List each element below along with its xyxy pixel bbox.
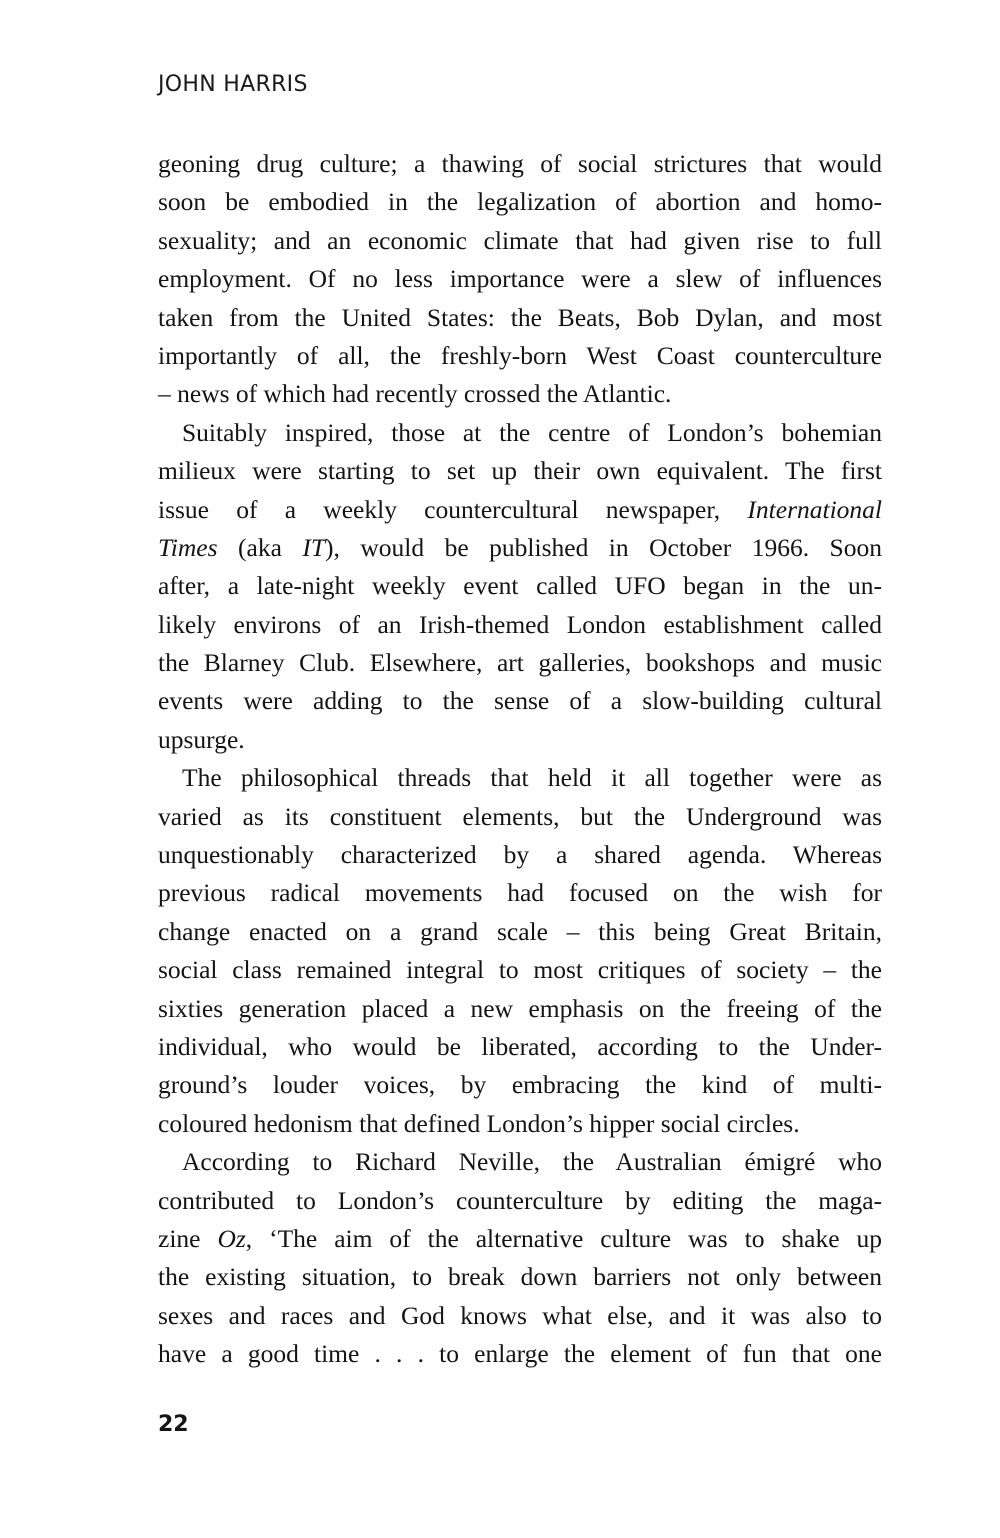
running-head: JOHN HARRIS [158, 72, 308, 97]
text-line: Suitably inspired, those at the centre of London’s bohemian [182, 417, 882, 447]
text-line: upsurge. [158, 724, 245, 754]
page-number: 22 [158, 1412, 189, 1437]
text-line: ground’s louder voices, by embracing the kind of multi- [158, 1070, 882, 1100]
text-line: zine Oz, ‘The aim of the alternative culture was to shake up [158, 1223, 882, 1253]
text-line: social class remained integral to most critiques of society – the [158, 955, 882, 985]
text-line: According to Richard Neville, the Australian émigré who [182, 1147, 882, 1177]
text-line: The philosophical threads that held it all together were as [182, 763, 882, 793]
paragraph-3 [158, 759, 882, 1143]
italic-title: Times [158, 532, 218, 562]
text-line: geoning drug culture; a thawing of social strictures that would [158, 149, 882, 178]
text-line: have a good time . . . to enlarge the element of fun that one [158, 1339, 882, 1369]
italic-title: International [747, 494, 882, 524]
text-line: milieux were starting to set up their own equivalent. The first [158, 456, 882, 486]
paragraph-2 [158, 414, 882, 760]
paragraph-1 [158, 145, 882, 414]
text-line: Times (aka IT), would be published in October 1966. Soon [158, 532, 882, 562]
text-line: unquestionably characterized by a shared agenda. Whereas [158, 840, 882, 870]
text-line: taken from the United States: the Beats, Bob Dylan, and most [158, 302, 882, 332]
text-line: events were adding to the sense of a slow-building cultural [158, 686, 882, 716]
text-line: change enacted on a grand scale – this being Great Britain, [158, 916, 882, 946]
text-line: sexes and races and God knows what else, and it was also to [158, 1300, 882, 1330]
text-line: previous radical movements had focused on the wish for [158, 878, 882, 908]
body-text [158, 145, 882, 1374]
text-line: issue of a weekly countercultural newspaper, International [158, 494, 882, 524]
text-line: sixties generation placed a new emphasis on the freeing of the [158, 993, 882, 1023]
italic-title: Oz [217, 1223, 246, 1253]
text-line: coloured hedonism that defined London’s hipper social circles. [158, 1108, 800, 1138]
text-line: importantly of all, the freshly-born West Coast counterculture [158, 340, 882, 370]
text-line: contributed to London’s counterculture by editing the maga- [158, 1185, 882, 1215]
paragraph-4 [158, 1143, 882, 1373]
text-line: – news of which had recently crossed the Atlantic. [158, 379, 672, 409]
italic-title: IT [302, 532, 326, 562]
text-line: the existing situation, to break down barriers not only between [158, 1262, 882, 1292]
text-line: likely environs of an Irish-themed London establishment called [158, 609, 882, 639]
text-line: soon be embodied in the legalization of abortion and homo- [158, 187, 882, 217]
text-line: varied as its constituent elements, but the Underground was [158, 801, 882, 831]
text-line: the Blarney Club. Elsewhere, art galleries, bookshops and music [158, 648, 882, 678]
text-line: after, a late-night weekly event called UFO began in the un- [158, 571, 882, 601]
text-line: employment. Of no less importance were a slew of influences [158, 264, 882, 294]
text-line: individual, who would be liberated, according to the Under- [158, 1031, 882, 1061]
text-line: sexuality; and an economic climate that had given rise to full [158, 225, 882, 255]
